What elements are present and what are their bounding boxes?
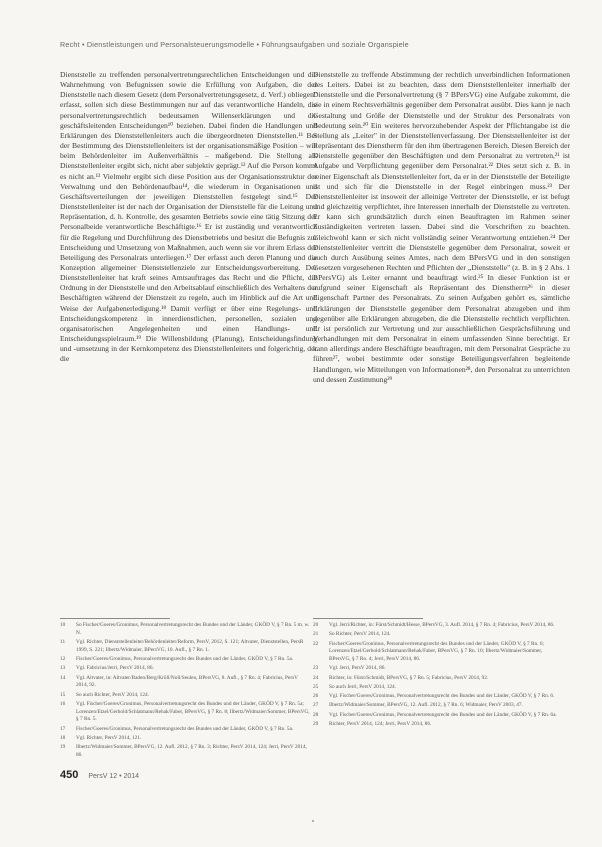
- footnote-number: 19: [60, 744, 66, 751]
- footnote-number: 29: [313, 721, 319, 728]
- footnote-number: 28: [313, 711, 319, 718]
- footnote-text: Vgl. Fischer/Goeres/Gronimus, Personalvertretungsrecht des Bundes und der Länder, GKÖD V, § 7 Rn. 6.: [329, 693, 555, 700]
- footnote-text: Vgl. Jerri/Richter, in: Fürst/Schmidt/Hesse, BPersVG, 3. Aufl. 2014, § 7 Rn. 4; Fabricius, PersV 2014, 86.: [329, 622, 555, 628]
- footnote-text: So Fischer/Goeres/Gronimus, Personalvertretungsrecht des Bundes und der Länder, GKÖD V, § 7 Rn. 5 m. w. N.: [76, 622, 310, 636]
- footnote-text: Richter, in: Fürst/Schmidt, BPersVG, § 7 Rn. 5; Fabricius, PersV 2014, 92.: [329, 674, 489, 681]
- footnote: [60, 639, 310, 654]
- footnote: [60, 656, 310, 664]
- running-head: Recht • Dienstleistungen und Personalsteuerungsmodelle • Führungsaufgaben und soziale Organspiele: [60, 40, 409, 49]
- footnote: [60, 665, 310, 673]
- footnote: [313, 665, 563, 673]
- footnote-text: Richter, PersV 2014, 124; Jerri, PersV 2014, 86.: [329, 721, 432, 728]
- footnote-number: 17: [60, 725, 66, 732]
- footnote-text: Vgl. Richter, Dienststellenleiter/Behördenleiter/Reform, PersV, 2012, S. 121; Altvater, Dienststellen, PersR 1999, S. 221; Ilbertz/Widmaier, BPersVG, 10. Aufl., § 7 Rn. 1.: [76, 639, 304, 653]
- footnote-number: 10: [60, 622, 66, 628]
- footnote-number: 15: [60, 691, 66, 698]
- body-column-right: [313, 70, 570, 385]
- page-number: 450: [60, 769, 79, 781]
- body-column-left: [60, 70, 317, 365]
- footnote-number: 20: [313, 622, 319, 628]
- footnote-text: Vgl. Richter, PersV 2014, 121.: [76, 734, 142, 741]
- footnote: [313, 721, 563, 729]
- footnote: [313, 702, 563, 710]
- footnote-number: 18: [60, 734, 66, 741]
- footnote-text: Fischer/Goeres/Gronimus, Personalvertretungsrecht des Bundes und der Länder, GKÖD V, § 7 Rn. 5a.: [76, 656, 294, 662]
- footnote-number: 25: [313, 683, 319, 690]
- footnote: [313, 622, 563, 630]
- footnote: [60, 675, 310, 690]
- footnote-number: 14: [60, 674, 66, 681]
- footnote: [60, 744, 310, 759]
- footnote-number: 24: [313, 674, 319, 681]
- footnote-text: Vgl. Fischer/Goeres/Gronimus, Personalvertretungsrecht des Bundes und der Länder, GKÖD V, § 7 Rn. 5a; Lorenzen/Etzel/Gerhold/Schlatmann/Rehak/Faber, BPersVG, § 7 Rn. 8; Ilbertz/Widmaier/Sommer, BPersVG, § 7 Rn. 5.: [76, 700, 310, 723]
- footnote-number: 12: [60, 656, 66, 662]
- footnote-number: 21: [313, 631, 319, 638]
- footnote: [60, 622, 310, 637]
- footnote-number: 11: [60, 639, 66, 645]
- footnote-text: Vgl. Fischer/Goeres/Gronimus, Personalvertretungsrecht des Bundes und der Länder, GKÖD V, § 7 Rn. 6a.: [329, 711, 557, 718]
- body-paragraph: Dienststelle zu treffende Abstimmung der rechtlich unverbindlichen Informationen des Leiters. Dabei ist zu beachten, dass dem Dienststellenleiter innerhalb der Dienststelle und die Personalvertretung (§ 7 BPersVG) eine Aufgabe zukommt, die sie in einem Rechtsverhältnis gegenüber dem Personalrat ausübt. Dies kann je nach Gestaltung und Größe der Dienststelle und der Struktur des Personalrats von Bedeutung sein.²⁰ Ein weiteres hervorzuhebender Aspekt der Pflichtangabe ist die Stellung als „Leiter" in der Dienststellenverfassung. Der Dienststellenleiter ist der Repräsentant des Dienstherrn für den ihm übertragenen Bereich. Diesen Bereich der Dienststelle gegenüber den Beschäftigten und dem Personalrat zu vertreten,²¹ ist Aufgabe und Verpflichtung gegenüber dem Personalrat.²² Dies setzt sich z. B. in seiner Eigenschaft als Dienststellenleiter fort, da er in der Dienststelle der Beteiligte ist und sich für die Dienststelle in der Regel einbringen muss.²³ Der Dienststellenleiter ist insoweit der alleinige Vertreter der Dienststelle, er ist befugt und gleichzeitig verpflichtet, ihre Interessen innerhalb der Dienststelle zu vertreten. Er kann sich grundsätzlich durch einen Beauftragten im Rahmen seiner Zuständigkeiten vertreten lassen. Dabei sind die Vorschriften zu beachten. Gleichwohl kann er sich nicht vollständig seiner Verantwortung entziehen.²⁴ Der Dienststellenleiter vertritt die Dienststelle gegenüber dem Personalrat, soweit er auch durch Ausübung seines Amtes, nach dem BPersVG und in den sonstigen Gesetzen vorgesehenen Rechten und Pflichten der „Dienststelle" (z. B. in § 2 Abs. 1 BPersVG) als Leiter ernannt und beauftragt wird.²⁵ In dieser Funktion ist er aufgrund seiner Eigenschaft als Repräsentant des Dienstherrn²⁶ in dieser Eigenschaft Partner des Personalrats. Zu seinen Aufgaben gehört es, sämtliche Erklärungen der Dienststelle gegenüber dem Personalrat abzugeben und ihm gegenüber alle Erklärungen abzugeben, die die Dienststelle rechtlich verpflichten. Er ist persönlich zur Vertretung und zur ausschließlichen Gesprächsführung und Verhandlungen mit dem Personalrat in einem umfassenden Sinne berechtigt. Er kann allerdings andere Beschäftigte beauftragen, mit dem Personalrat Gespräche zu führen²⁷, wobei bestimmte oder sonstige Beteiligungsverfahren begleitende Handlungen, wie Mitteilungen von Informationen²⁸, den Personalrat zu unterrichten und dessen Zustimmung²⁹: [313, 70, 570, 384]
- footnotes-left: [60, 622, 310, 761]
- footnote-number: 13: [60, 665, 66, 672]
- footnote: [313, 641, 563, 664]
- scan-speck: [312, 820, 314, 822]
- body-paragraph: Dienststelle zu treffenden personalvertretungsrechtlichen Entscheidungen und die Wahrnehmung von Befugnissen sowie die Erfüllung von Aufgaben, die der Dienststelle nach diesem Gesetz (dem Personalvertretungsgesetz, d. Verf.) obliegen" erfasst, sollen sich diese Bestimmungen nur auf das verantwortliche Handeln, die personalvertretungsrechtlich bedeutsamen Willenserklärungen und die geschäftsleitenden Entscheidungen¹⁰ beziehen. Dabei finden die Handlungen und Erklärungen des Dienststellenleiters auch die übergeordneten Dienststellen.¹¹ Bei der Bestimmung des Dienststellenleiters ist der organisationsmäßige Position – wie beim Behördenleiter im Außenverhältnis – maßgebend. Die Stellung als Dienststellenleiter ergibt sich, nicht aber subjektiv geprägt.¹² Auf die Person kommt es nicht an.¹³ Vielmehr ergibt sich diese Position aus der Organisationsstruktur der Verwaltung und den Behördenaufbau¹⁴, die wiederum in Organisationen und Geschäftsverteilungen der jeweiligen Dienststellen festgelegt sind.¹⁵ Der Dienststellenleiter ist der nach der Organisation der Dienststelle für die Leitung und Repräsentation, d. h. Kontrolle, des gesamten Betriebs sowie eine tätig Sitzung der Personalbeide verantwortliche Beschäftigte.¹⁶ Er ist zuständig und verantwortlich für die Regelung und Durchführung des Dienstbetriebs und besitzt die Befugnis zur Entscheidung und Umsetzung von Maßnahmen, auch wenn sie vor ihrem Erlass der Beteiligung des Personalrats unterliegen.¹⁷ Der erfasst auch deren Planung und die Konzeption allgemeiner Dienststellenziele zur Entscheidungsvorbereitung. Der Dienststellenleiter hat kraft seines Amtsauftrages das Recht und die Pflicht, die Ordnung in der Dienststelle und den Arbeitsablauf einschließlich des Verhaltens der Beschäftigten während der Dienstzeit zu regeln, auch im Hinblick auf die Art und Weise der Aufgabenerledigung.¹⁸ Damit verfügt er über eine Regelungs- und Entscheidungskompetenz in innerdienstlichen, personellen, sozialen und organisatorischen Angelegenheiten und einen Handlungs- und Entscheidungsspielraum.¹⁹ Die Willensbildung (Planung), Entscheidungsfindung und -umsetzung in der Kernkompetenz des Dienststellenleiters und folgerichtig, der die: [60, 70, 317, 364]
- footnote-text: Vgl. Jerri, PersV 2014, 86.: [329, 665, 386, 672]
- footnote-number: 16: [60, 700, 66, 707]
- footnote: [60, 726, 310, 734]
- footnote-text: Fischer/Goeres/Gronimus, Personalvertretungsrecht des Bundes und der Länder, GKÖD V, § 7 Rn. 5a.: [76, 725, 294, 732]
- footnotes-right: [313, 622, 563, 730]
- footnote-divider-left: [60, 618, 170, 619]
- footnote: [313, 693, 563, 701]
- footnote: [60, 701, 310, 724]
- footnote: [313, 675, 563, 683]
- footnote-number: 23: [313, 665, 319, 672]
- footnote: [60, 692, 310, 700]
- footnote-text: Ilbertz/Widmaier/Sommer, BPersVG, 12. Aufl. 2012, § 7 Rn. 6; Widmaier, PersV 2003, 47.: [329, 702, 523, 709]
- footnote-divider-right: [313, 618, 423, 619]
- footnote-text: Vgl. Fabricius/Jerri, PersV 2014, 86.: [76, 665, 154, 672]
- footnote-text: So auch Jerri, PersV 2014, 124.: [329, 683, 396, 690]
- footnote: [313, 712, 563, 720]
- footnote-text: So auch Richter, PersV 2014, 124.: [76, 691, 149, 698]
- footnote: [60, 735, 310, 743]
- footnote-text: So Richter, PersV 2014, 124.: [329, 631, 391, 638]
- footnote-number: 26: [313, 693, 319, 700]
- footnote-text: Ilbertz/Widmaier/Sommer, BPersVG, 12. Aufl. 2012, § 7 Rn. 3; Richter, PersV 2014, 124; Jerri, PersV 2014, 86.: [76, 744, 307, 758]
- footnote: [313, 684, 563, 692]
- footnote-text: Fischer/Goeres/Gronimus, Personalvertretungsrecht des Bundes und der Länder, GKÖD V, § 7 Rn. 6; Lorenzen/Etzel/Gerhold/Schlatmann/Rehak/Faber, BPersVG, § 7 Rn. 10; Ilbertz/Widmaier/Sommer, BPersVG, § 7 Rn. 4; Jerri, PersV 2014, 86.: [329, 640, 544, 662]
- journal-issue: PersV 12 • 2014: [88, 773, 140, 780]
- footnote-number: 27: [313, 702, 319, 709]
- page-footer: [60, 765, 139, 783]
- footnote-text: Vgl. Altvater, in: Altvater/Baden/Berg/Kröll/Noll/Seulen, BPersVG, 8. Aufl., § 7 Rn. 4; Fabricius, PersV 2014, 92.: [76, 674, 298, 689]
- footnote: [313, 631, 563, 639]
- footnote-number: 22: [313, 640, 319, 647]
